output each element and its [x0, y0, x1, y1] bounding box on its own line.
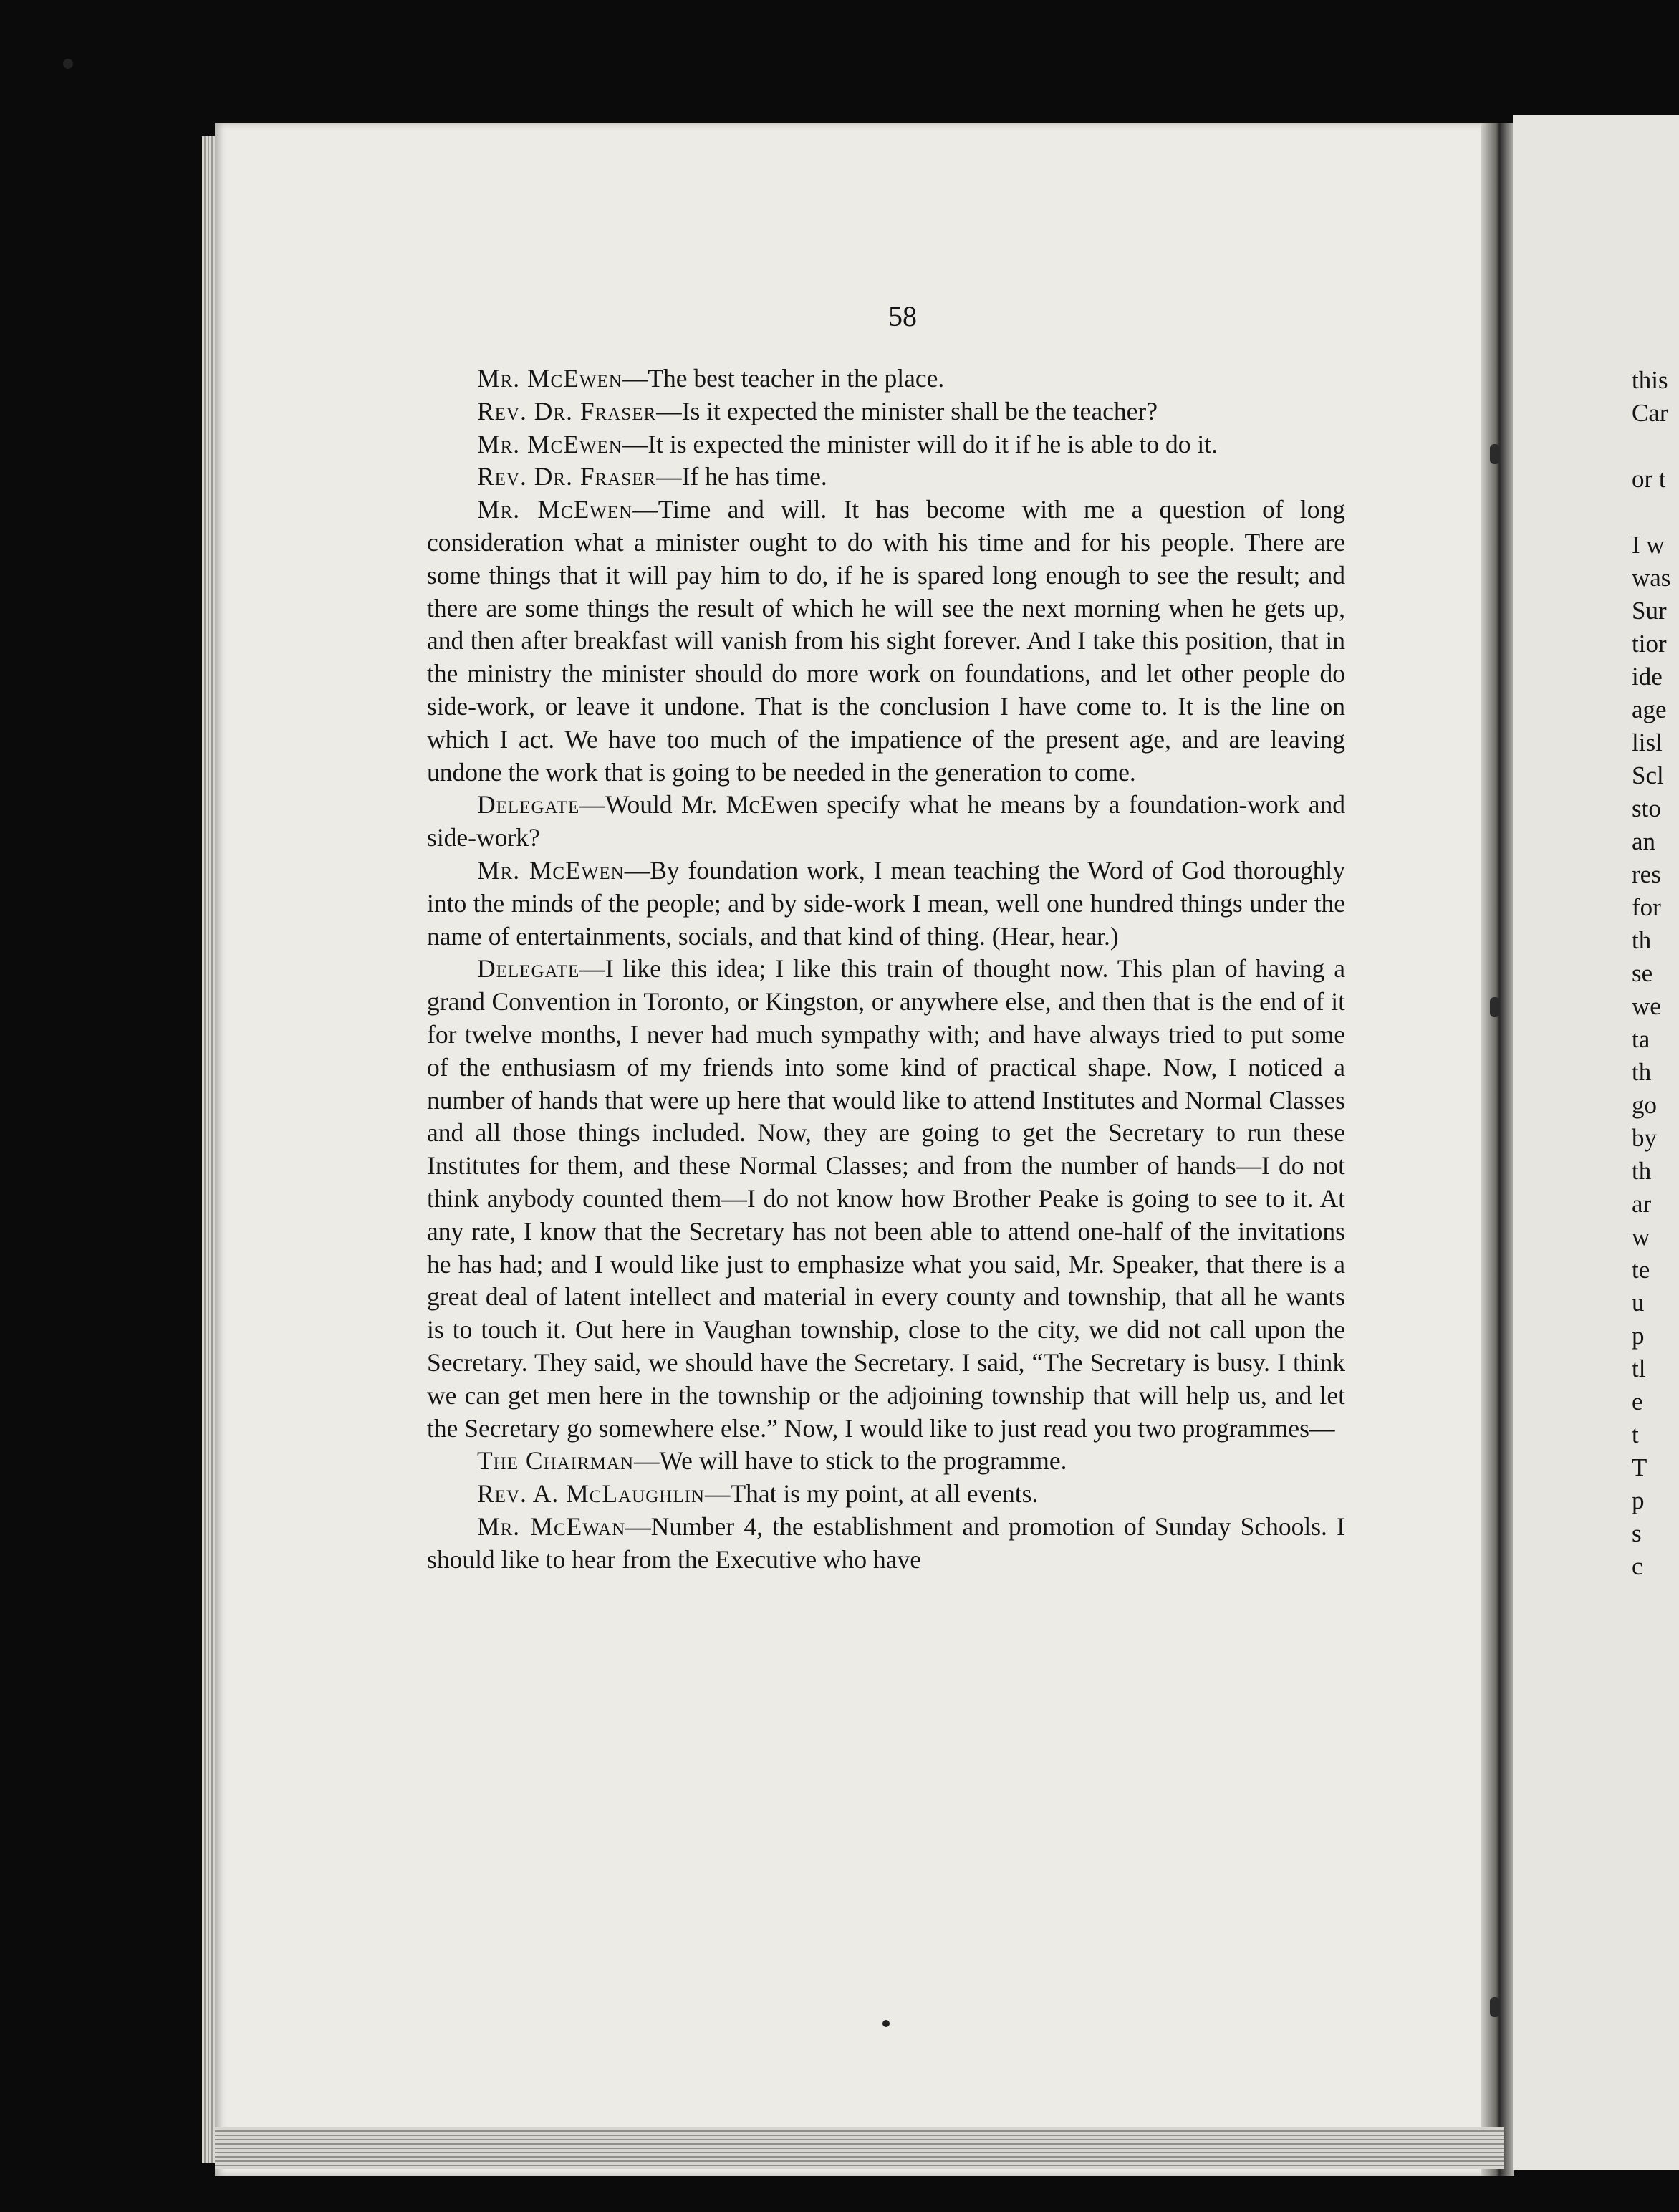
fragment-line: tl	[1632, 1355, 1646, 1382]
fragment-line: res	[1632, 860, 1661, 888]
fragment-line: Sur	[1632, 597, 1667, 625]
fragment-line: tior	[1632, 630, 1667, 658]
book-gutter	[1481, 123, 1514, 2176]
speech-text: —The best teacher in the place.	[622, 364, 945, 393]
fragment-line: age	[1632, 696, 1667, 723]
binding-stitch	[1490, 997, 1500, 1017]
transcript-text	[427, 362, 1345, 1576]
fragment-line: Car	[1632, 399, 1668, 427]
fragment-line: ar	[1632, 1190, 1652, 1218]
fragment-line: ide	[1632, 663, 1663, 691]
fragment-line: sto	[1632, 794, 1661, 822]
fragment-line: this	[1632, 366, 1668, 394]
speaker-name: Delegate	[477, 790, 580, 819]
dialogue-paragraph	[427, 855, 1345, 953]
speech-text: —Time and will. It has become with me a question of long consideration what a minister ought to do with his time and for his people. There are some things that it will pay him to do, if he is spared long enough to see the result; and there are some things the result of which he will see the next morning when he gets up, and then after breakfast will vanish from his sight forever. And I take this position, that in the ministry the minister should do more work on foundations, and let other people do side-work, or leave it undone. That is the conclusion I have come to. It is the line on which I act. We have too much of the impatience of the present age, and are leaving undone the work that is going to be needed in the generation to come.	[427, 495, 1345, 787]
fragment-line: we	[1632, 992, 1661, 1020]
speaker-name: Mr. McEwen	[477, 429, 622, 458]
fragment-line: lisl	[1632, 728, 1663, 756]
speaker-name: Rev. Dr. Fraser	[477, 462, 657, 491]
fragment-line: te	[1632, 1256, 1650, 1284]
speaker-name: Mr. McEwen	[477, 364, 622, 393]
fragment-line: ta	[1632, 1025, 1650, 1053]
page-number: 58	[888, 300, 917, 332]
fragment-line: t	[1632, 1420, 1639, 1448]
fragment-line: was	[1632, 564, 1671, 592]
fragment-line: u	[1632, 1289, 1645, 1317]
speech-text: —Number 4, the establishment and promotion of Sunday Schools. I should like to hear from the Executive who have	[427, 1511, 1345, 1574]
fragment-line: I w	[1632, 531, 1665, 559]
dialogue-paragraph	[427, 395, 1345, 428]
binding-stitch	[1490, 1997, 1500, 2017]
fragment-line: or t	[1632, 465, 1666, 493]
speaker-name: Rev. A. McLaughlin	[477, 1479, 705, 1509]
dialogue-paragraph	[427, 428, 1345, 461]
adjacent-page-text-fragment	[1632, 364, 1679, 1583]
fragment-line: an	[1632, 827, 1656, 855]
fragment-line: se	[1632, 959, 1653, 987]
speaker-name: The Chairman	[477, 1446, 635, 1476]
speech-text: —I like this idea; I like this train of thought now. This plan of having a grand Convention in Toronto, or Kingston, or anywhere else, and then that is the end of it for twelve months, I never had much sympathy with; and have always tried to put some of the enthusiasm of my friends into some kind of practical shape. Now, I noticed a number of hands that were up here that would like to attend Institutes and Normal Classes and all those things included. Now, they are going to get the Secretary to run these Institutes for them, and these Normal Classes; and from the number of hands—I do not think anybody counted them—I do not know how Brother Peake is going to see to it. At any rate, I know that the Secretary has not been able to attend one-half of the invitations he has had; and I would like just to emphasize what you said, Mr. Speaker, that there is a great deal of latent intellect and material in every county and township, that all he wants is to touch it. Out here in Vaughan township, close to the city, we did not call upon the Secretary. They said, we should have the Secretary. I said, “The Secretary is busy. I think we can get men here in the township or the adjoining township that will help us, and let the Secretary go somewhere else.” Now, I would like to just read you two programmes—	[427, 954, 1345, 1443]
fragment-line	[1632, 496, 1679, 529]
fragment-line: go	[1632, 1091, 1657, 1119]
speaker-name: Mr. McEwen	[477, 855, 625, 885]
dialogue-paragraph	[427, 362, 1345, 395]
bottom-page-edges	[215, 2127, 1504, 2169]
speech-text: —That is my point, at all events.	[704, 1479, 1039, 1509]
fragment-line: c	[1632, 1552, 1643, 1580]
speech-text: —If he has time.	[656, 462, 827, 491]
fragment-line: e	[1632, 1388, 1643, 1415]
fragment-line: w	[1632, 1223, 1650, 1251]
speech-text: —By foundation work, I mean teaching the Word of God thoroughly into the minds of the people; and by side-work I mean, well one hundred things under the name of entertainments, socials, and that kind of thing. (Hear, hear.)	[427, 855, 1345, 951]
dialogue-paragraph	[427, 461, 1345, 494]
dialogue-paragraph	[427, 953, 1345, 1445]
fragment-line: s	[1632, 1519, 1642, 1547]
fragment-line: th	[1632, 1157, 1652, 1185]
speech-text: —Is it expected the minister shall be the teacher?	[656, 396, 1158, 425]
binding-stitch	[1490, 444, 1500, 464]
dust-speck	[63, 59, 73, 69]
speech-text: —Would Mr. McEwen specify what he means by a foundation-work and side-work?	[427, 790, 1345, 852]
dialogue-paragraph	[427, 1478, 1345, 1511]
fragment-line: p	[1632, 1486, 1645, 1514]
dialogue-paragraph	[427, 494, 1345, 789]
speaker-name: Mr. McEwan	[477, 1511, 626, 1541]
dialogue-paragraph	[427, 1511, 1345, 1577]
speech-text: —We will have to stick to the programme.	[634, 1446, 1067, 1476]
fragment-line: for	[1632, 893, 1661, 921]
fragment-line: p	[1632, 1322, 1645, 1350]
fragment-line: T	[1632, 1453, 1647, 1481]
fragment-line: by	[1632, 1124, 1657, 1152]
dialogue-paragraph	[427, 1445, 1345, 1478]
speech-text: —It is expected the minister will do it if he is able to do it.	[622, 429, 1218, 458]
speaker-name: Mr. McEwen	[477, 495, 633, 524]
fragment-line: Scl	[1632, 761, 1664, 789]
speaker-name: Rev. Dr. Fraser	[477, 396, 657, 425]
fragment-line: th	[1632, 1058, 1652, 1086]
fragment-line: th	[1632, 926, 1652, 954]
dialogue-paragraph	[427, 789, 1345, 855]
speaker-name: Delegate	[477, 954, 580, 984]
dust-speck	[882, 2020, 890, 2027]
fragment-line	[1632, 430, 1679, 463]
